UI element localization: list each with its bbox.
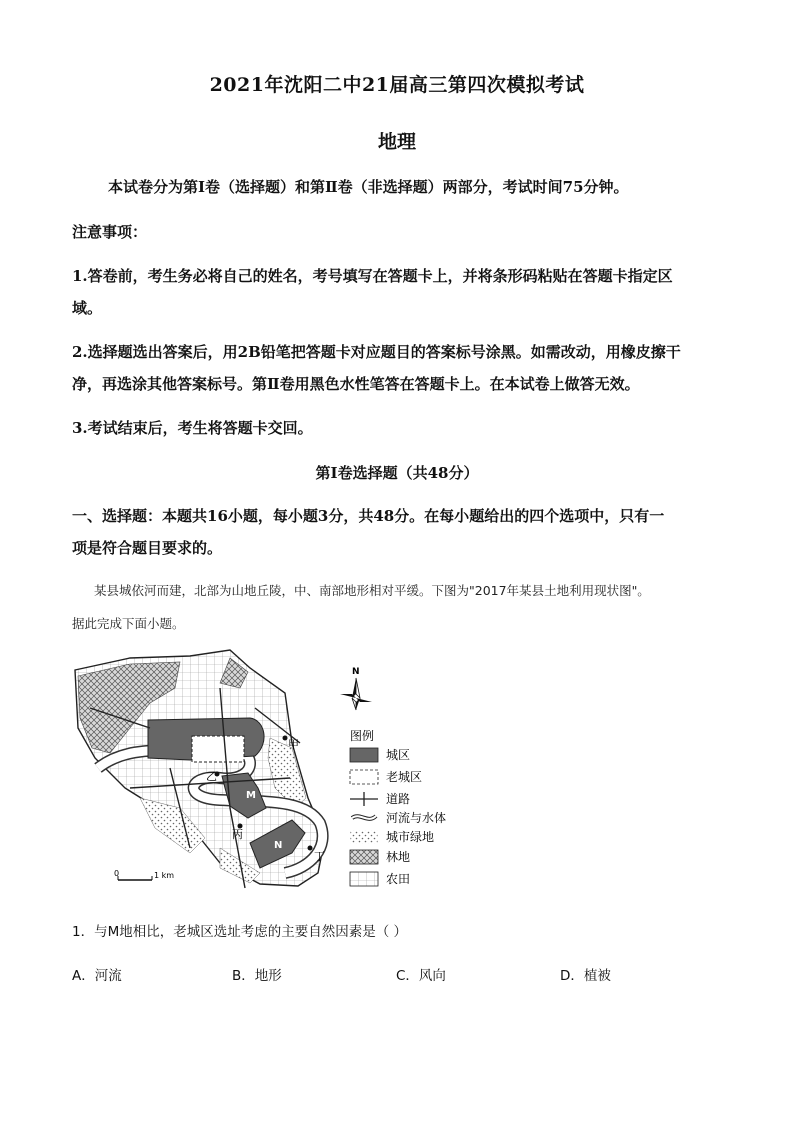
passage-line-1: 某县城依河而建，北部为山地丘陵，中、南部地形相对平缓。下图为"2017年某县土地利用现状图"。 [94,583,650,598]
scale-zero: 0 [114,869,120,878]
label-bing: 丙 [232,828,243,841]
legend-urban: 城区 [386,748,411,762]
section-instructions [72,500,732,564]
notes-heading: 注意事项： [72,223,148,241]
notes-item-1-line-1: 1.答卷前，考生务必将自己的姓名，考号填写在答题卡上，并将条形码粘贴在答题卡指定区 [72,267,673,285]
question-1: 1．与M地相比，老城区选址考虑的主要自然因素是（ ） [72,924,408,940]
north-arrow-icon [340,667,372,710]
legend-swatch-old-town [350,770,378,784]
map-legend [350,728,446,886]
label-m: M [246,790,256,801]
legend-swatch-road [350,792,378,806]
option-b[interactable]: B．地形 [232,968,282,984]
section-instructions-line-1: 一、选择题：本题共16小题，每小题3分，共48分。在每小题给出的四个选项中，只有一 [72,507,665,525]
north-label: N [352,667,360,677]
passage-line-2: 据此完成下面小题。 [72,616,185,631]
legend-road: 道路 [386,792,411,806]
legend-forest: 林地 [386,850,411,864]
point-ding [308,846,313,851]
notes-item-2 [72,336,732,400]
label-ding: 丁 [314,850,325,863]
scale-bar [114,869,174,880]
section-instructions-line-2: 项是符合题目要求的。 [72,539,223,557]
legend-swatch-green [350,830,378,844]
old-town [192,736,244,762]
option-a[interactable]: A．河流 [72,968,122,984]
section-heading: 第Ⅰ卷选择题（共48分） [315,464,479,482]
legend-title: 图例 [350,729,375,743]
option-c[interactable]: C．风向 [396,968,446,984]
label-yi: 乙 [206,770,217,783]
point-jia [283,736,288,741]
option-d[interactable]: D．植被 [560,968,611,984]
exam-intro: 本试卷分为第Ⅰ卷（选择题）和第Ⅱ卷（非选择题）两部分，考试时间75分钟。 [108,178,629,196]
exam-title: 2021年沈阳二中21届高三第四次模拟考试 [209,74,585,96]
legend-farmland: 农田 [386,872,411,886]
scale-distance: 1 km [154,871,175,880]
notes-item-2-line-2: 净，再选涂其他答案标号。第Ⅱ卷用黑色水性笔答在答题卡上。在本试卷上做答无效。 [72,375,640,393]
legend-green: 城市绿地 [386,830,435,844]
notes-item-3: 3.考试结束后，考生将答题卡交回。 [72,419,313,437]
legend-swatch-farmland [350,872,378,886]
legend-swatch-urban [350,748,378,762]
land-use-map [70,648,470,898]
subject-title: 地理 [377,131,416,153]
passage [72,574,732,640]
label-jia: 甲 [288,738,299,751]
notes-item-2-line-1: 2.选择题选出答案后，用2B铅笔把答题卡对应题目的答案标号涂黑。如需改动，用橡皮擦干 [72,343,681,361]
label-n: N [274,840,283,851]
notes-item-1-line-2: 域。 [72,299,103,317]
notes-item-1 [72,260,732,324]
legend-river: 河流与水体 [386,811,447,825]
legend-swatch-forest [350,850,378,864]
legend-old-town: 老城区 [386,770,423,784]
